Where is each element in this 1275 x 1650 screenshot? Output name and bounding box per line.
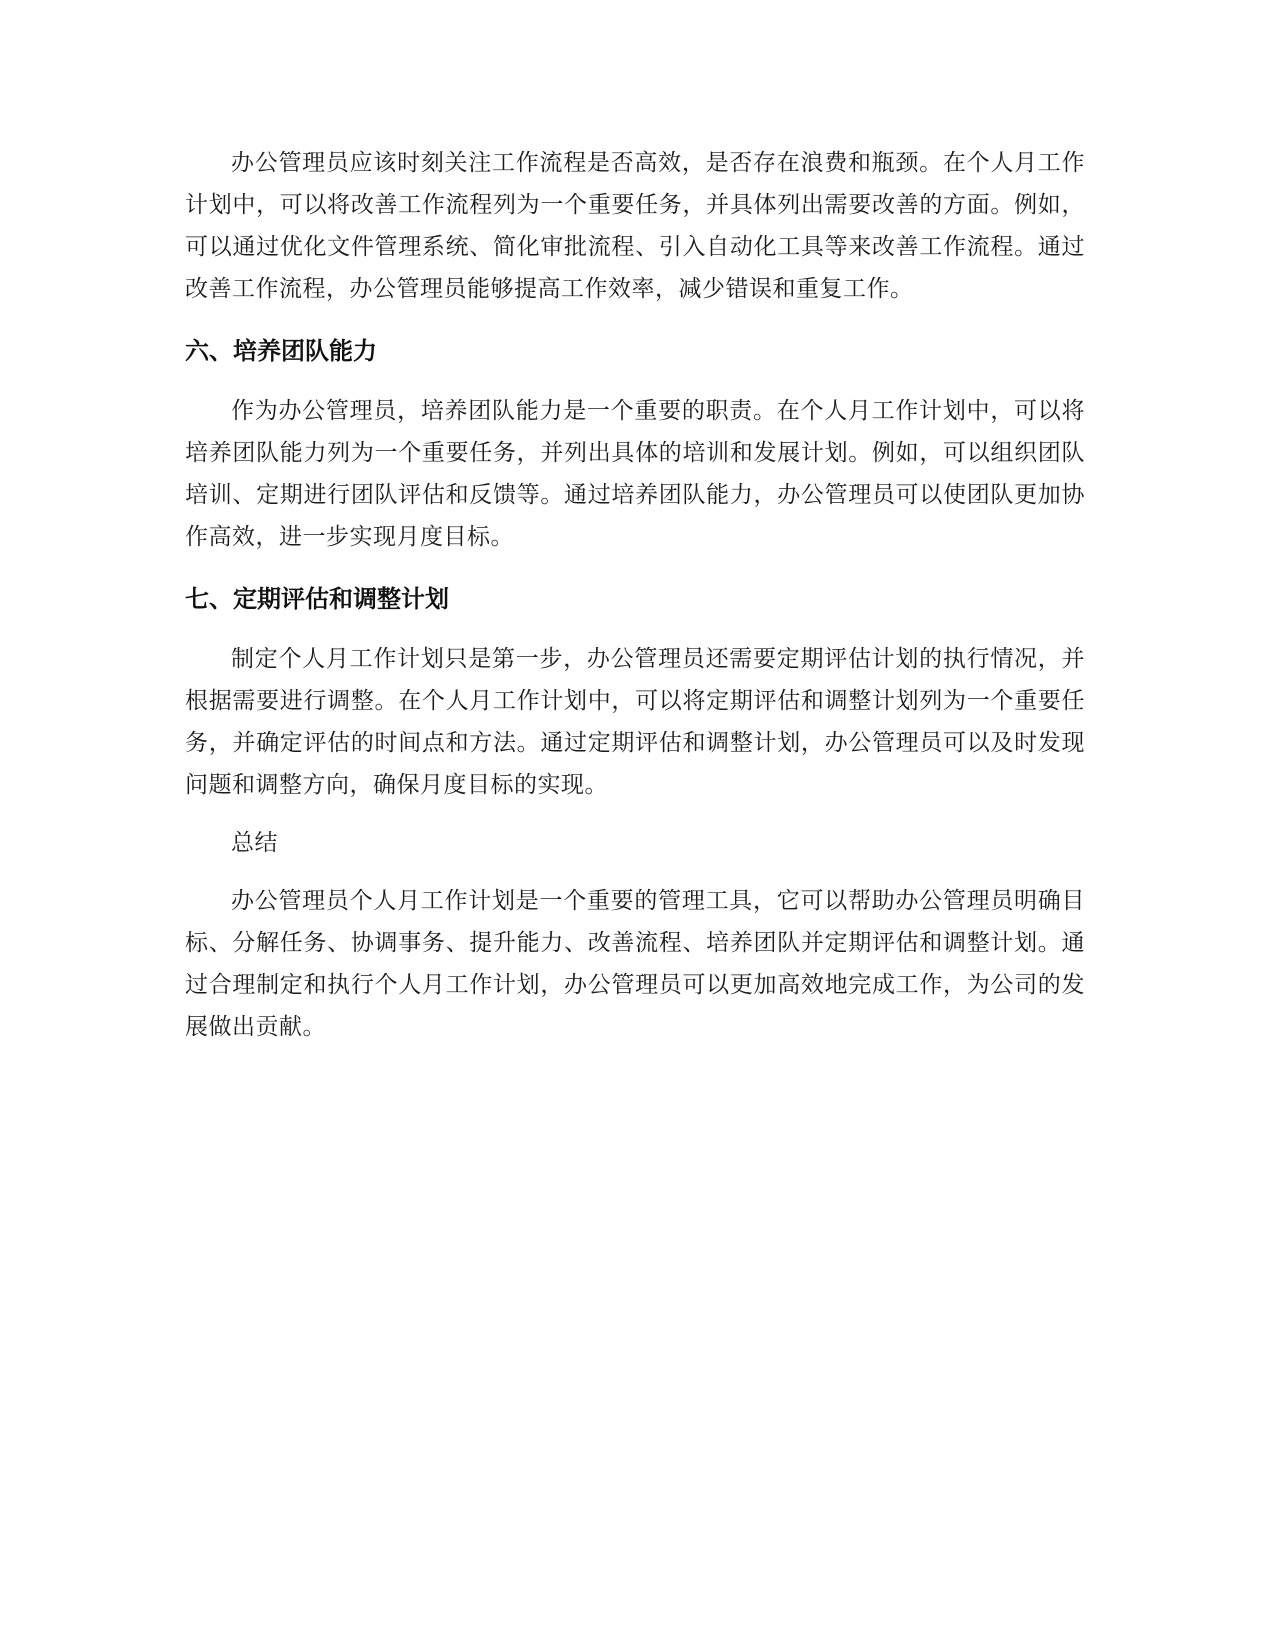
document-body <box>185 142 1085 1048</box>
paragraph-workflow-improvement: 办公管理员应该时刻关注工作流程是否高效，是否存在浪费和瓶颈。在个人月工作计划中，可以将改善工作流程列为一个重要任务，并具体列出需要改善的方面。例如，可以通过优化文件管理系统、简化审批流程、引入自动化工具等来改善工作流程。通过改善工作流程，办公管理员能够提高工作效率，减少错误和重复工作。 <box>185 150 1085 302</box>
section-heading-team-capability: 六、培养团队能力 <box>185 337 377 365</box>
paragraph-summary: 办公管理员个人月工作计划是一个重要的管理工具，它可以帮助办公管理员明确目标、分解任务、协调事务、提升能力、改善流程、培养团队并定期评估和调整计划。通过合理制定和执行个人月工作计划，办公管理员可以更加高效地完成工作，为公司的发展做出贡献。 <box>185 888 1085 1040</box>
paragraph-periodic-review: 制定个人月工作计划只是第一步，办公管理员还需要定期评估计划的执行情况，并根据需要进行调整。在个人月工作计划中，可以将定期评估和调整计划列为一个重要任务，并确定评估的时间点和方法。通过定期评估和调整计划，办公管理员可以及时发现问题和调整方向，确保月度目标的实现。 <box>185 646 1085 798</box>
section-heading-periodic-review: 七、定期评估和调整计划 <box>185 585 449 613</box>
paragraph-team-capability: 作为办公管理员，培养团队能力是一个重要的职责。在个人月工作计划中，可以将培养团队能力列为一个重要任务，并列出具体的培训和发展计划。例如，可以组织团队培训、定期进行团队评估和反馈等。通过培养团队能力，办公管理员可以使团队更加协作高效，进一步实现月度目标。 <box>185 398 1085 550</box>
summary-label: 总结 <box>231 830 278 856</box>
